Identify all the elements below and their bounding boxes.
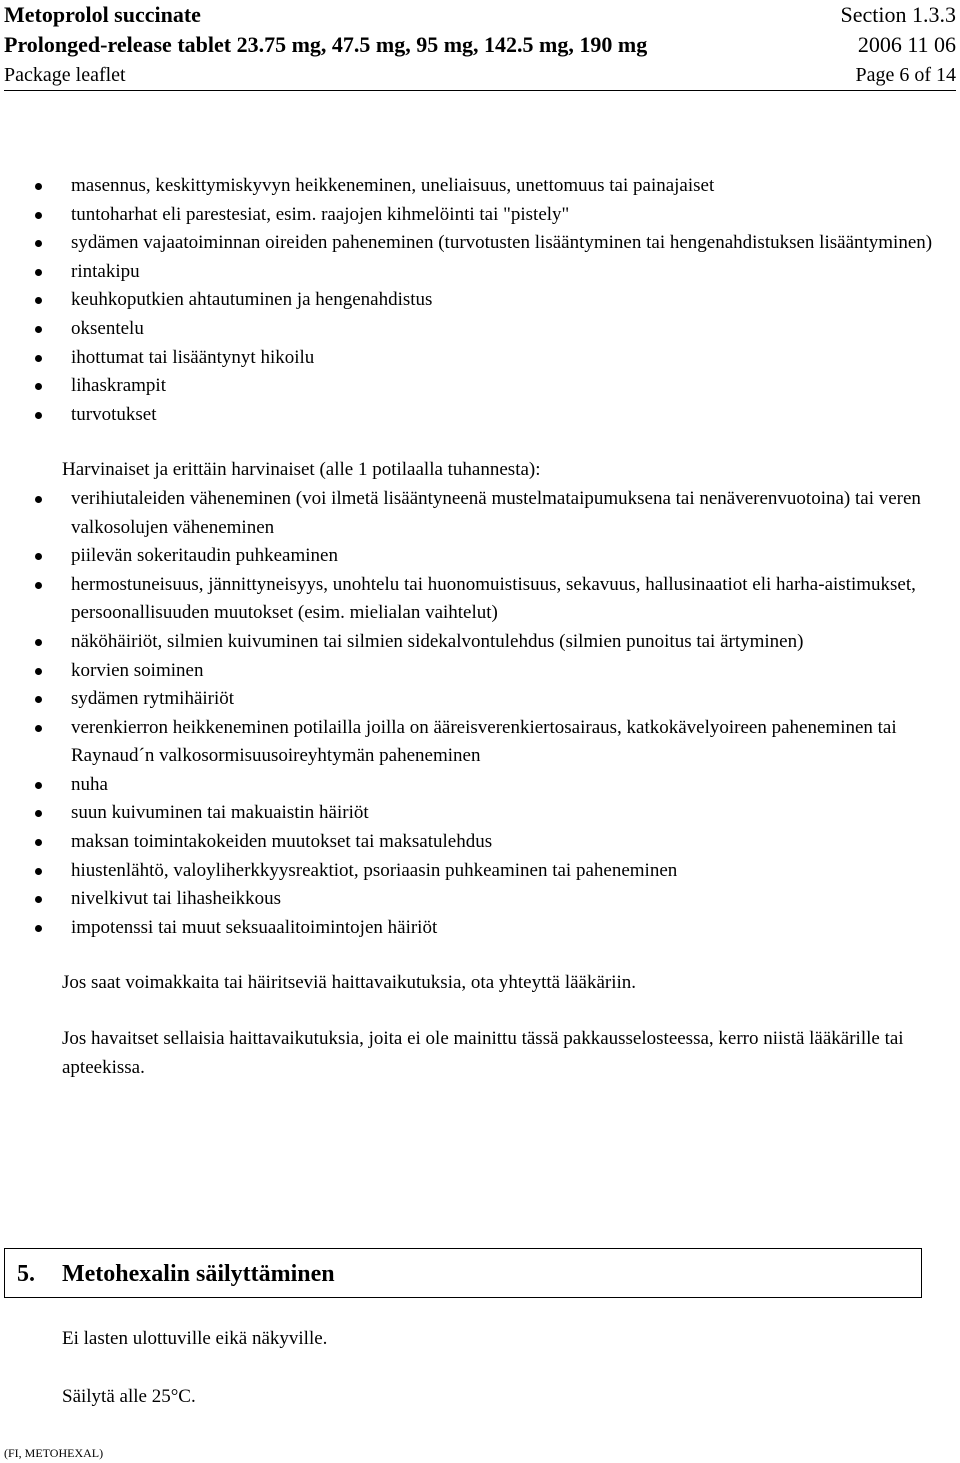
list-item: hiustenlähtö, valoyliherkkyysreaktiot, psoriaasin puhkeaminen tai paheneminen [0, 857, 952, 886]
list-item: turvotukset [0, 401, 952, 430]
list-item: sydämen rytmihäiriöt [0, 685, 952, 714]
list-item: hermostuneisuus, jännittyneisyys, unohtelu tai huonomuistisuus, sekavuus, hallusinaatiot eli harha-aistimukset, persoonallisuuden muutokset (esim. mielialan vaihtelut) [0, 571, 952, 628]
side-effects-list-rare [0, 485, 952, 943]
page-footer: (FI, METOHEXAL) [4, 1446, 104, 1460]
page-header [4, 0, 956, 91]
list-item: ihottumat tai lisääntynyt hikoilu [0, 344, 952, 373]
document-date: 2006 11 06 [857, 32, 956, 57]
list-item: impotenssi tai muut seksuaalitoimintojen häiriöt [0, 914, 952, 943]
list-item: näköhäiriöt, silmien kuivuminen tai silmien sidekalvontulehdus (silmien punoitus tai ärtyminen) [0, 628, 952, 657]
list-item: nuha [0, 771, 952, 800]
section-number: Section 1.3.3 [840, 2, 956, 27]
list-item: masennus, keskittymiskyvyn heikkeneminen, uneliaisuus, unettomuus tai painajaiset [0, 172, 952, 201]
page-number: Page 6 of 14 [855, 64, 956, 86]
list-item: nivelkivut tai lihasheikkous [0, 885, 952, 914]
storage-instruction-temperature: Säilytä alle 25°C. [62, 1386, 196, 1407]
storage-instruction-children: Ei lasten ulottuville eikä näkyville. [62, 1328, 328, 1349]
formulation: Prolonged-release tablet 23.75 mg, 47.5 mg, 95 mg, 142.5 mg, 190 mg [4, 32, 648, 57]
header-row-3 [4, 60, 956, 90]
report-side-effects-paragraph: Jos havaitset sellaisia haittavaikutuksia, joita ei ole mainittu tässä pakkausselosteessa, kerro niistä lääkärille tai apteekissa. [62, 1028, 904, 1078]
list-item: lihaskrampit [0, 372, 952, 401]
contact-doctor-paragraph: Jos saat voimakkaita tai häiritseviä haittavaikutuksia, ota yhteyttä lääkäriin. [62, 972, 637, 994]
rare-side-effects-heading: Harvinaiset ja erittäin harvinaiset (alle 1 potilaalla tuhannesta): [62, 459, 541, 481]
list-item: maksan toimintakokeiden muutokset tai maksatulehdus [0, 828, 952, 857]
list-item: oksentelu [0, 315, 952, 344]
section-5-heading [4, 1248, 922, 1298]
section-5-number: 5. [17, 1261, 35, 1287]
list-item: keuhkoputkien ahtautuminen ja hengenahdistus [0, 286, 952, 315]
main-content [62, 172, 952, 1082]
list-item: korvien soiminen [0, 657, 952, 686]
list-item: suun kuivuminen tai makuaistin häiriöt [0, 799, 952, 828]
list-item: rintakipu [0, 258, 952, 287]
list-item: verenkierron heikkeneminen potilailla joilla on ääreisverenkiertosairaus, katkokävelyoireen paheneminen tai Raynaud´n valkosormisuusoireyhtymän paheneminen [0, 714, 952, 771]
section-5-title: Metohexalin säilyttäminen [62, 1261, 335, 1287]
header-row-1 [4, 0, 956, 30]
document-type: Package leaflet [4, 64, 126, 86]
drug-name: Metoprolol succinate [4, 2, 201, 27]
side-effects-list-common [0, 172, 952, 429]
list-item: piilevän sokeritaudin puhkeaminen [0, 542, 952, 571]
header-row-2 [4, 30, 956, 60]
list-item: tuntoharhat eli parestesiat, esim. raajojen kihmelöinti tai "pistely" [0, 201, 952, 230]
list-item: sydämen vajaatoiminnan oireiden paheneminen (turvotusten lisääntyminen tai hengenahdistuksen lisääntyminen) [0, 229, 952, 258]
list-item: verihiutaleiden väheneminen (voi ilmetä lisääntyneenä mustelmataipumuksena tai nenäverenvuotoina) tai veren valkosolujen väheneminen [0, 485, 952, 542]
